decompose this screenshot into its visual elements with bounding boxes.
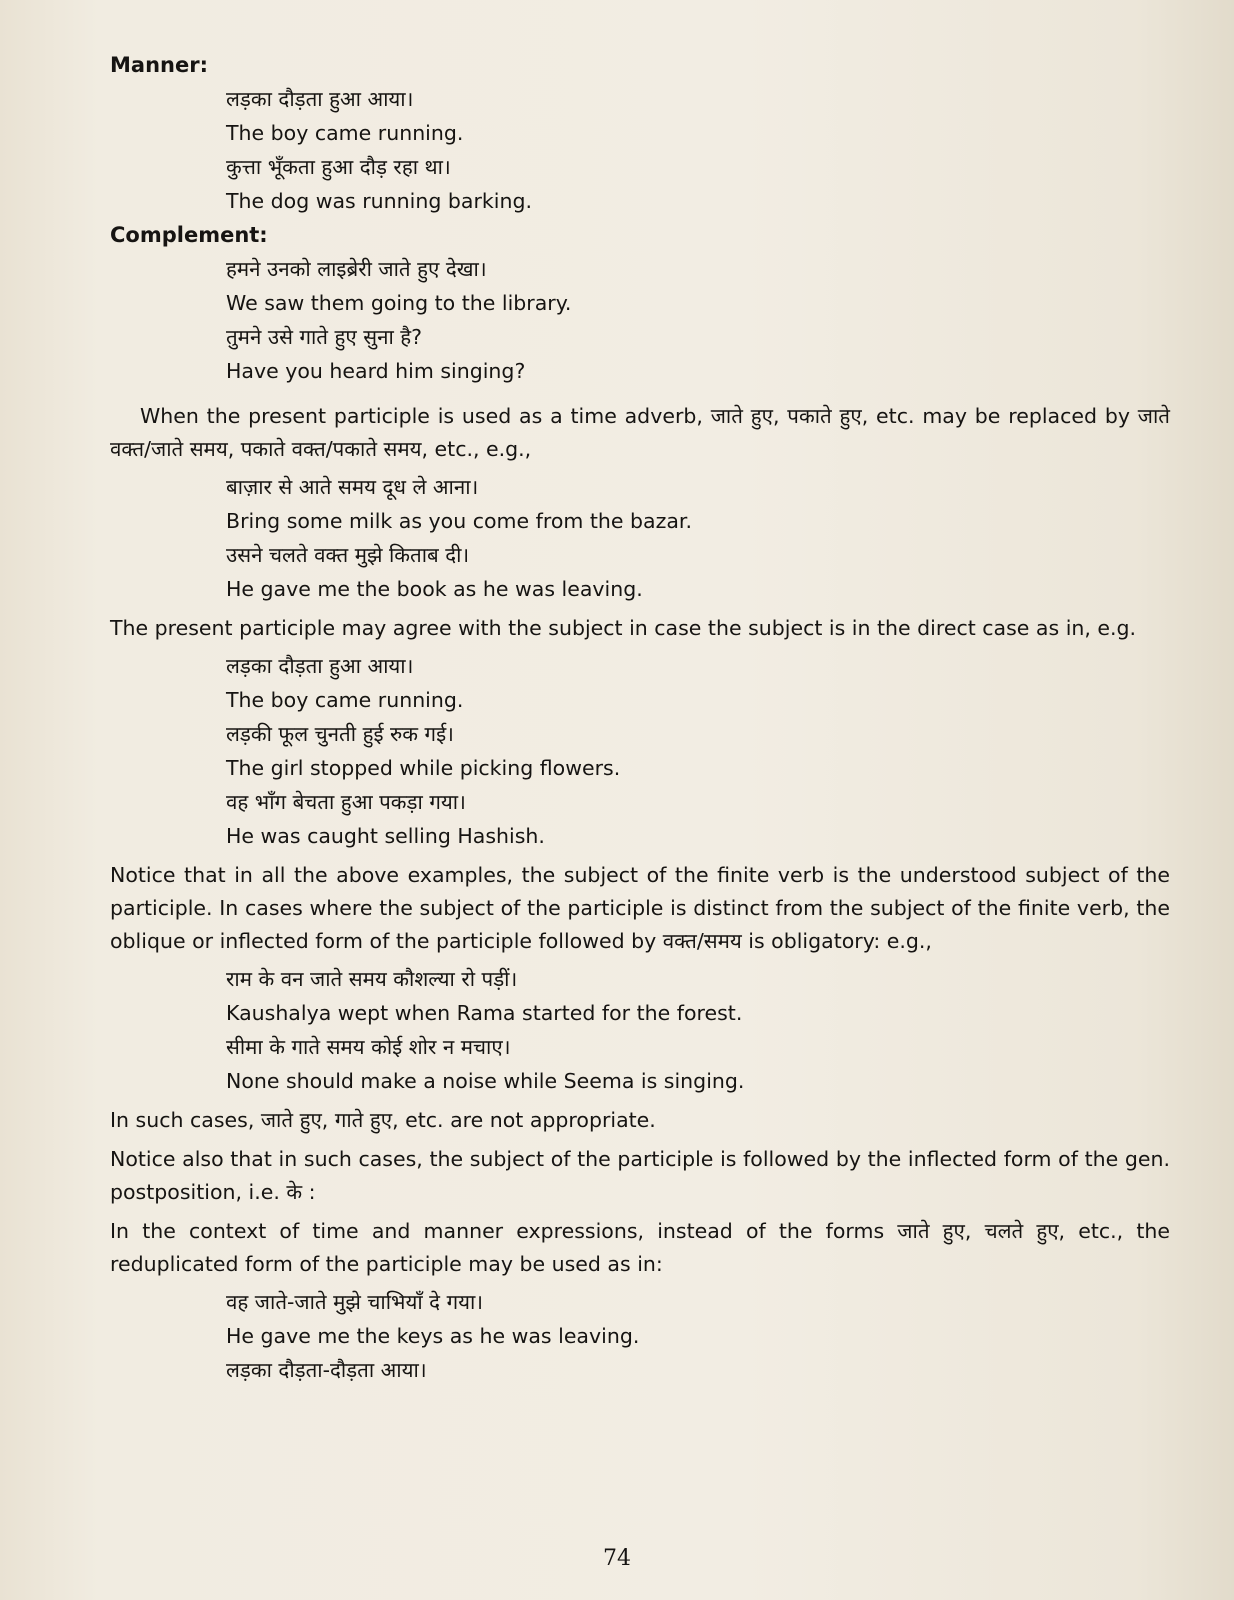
time-adverb-paragraph: When the present participle is used as a time adverb, जाते हुए, पकाते हुए, etc. may be replaced by जाते वक्त/जाते समय, पकाते वक्त/पकाते समय, etc., e.g., <box>110 404 1170 461</box>
complement-heading: Complement: <box>110 223 268 247</box>
example-english: Have you heard him singing? <box>226 359 526 383</box>
example-hindi: हमने उनको लाइब्रेरी जाते हुए देखा। <box>226 257 487 281</box>
example-hindi: सीमा के गाते समय कोई शोर न मचाए। <box>226 1035 511 1059</box>
example-hindi: वह जाते-जाते मुझे चाभियाँ दे गया। <box>226 1290 484 1314</box>
not-appropriate-note: In such cases, जाते हुए, गाते हुए, etc. are not appropriate. <box>110 1108 656 1132</box>
reduplicated-note: In the context of time and manner expressions, instead of the forms जाते हुए, चलते हुए, etc., the reduplicated form of the participle may be used as in: <box>110 1219 1170 1276</box>
example-hindi: लड़की फूल चुनती हुई रुक गई। <box>226 722 454 746</box>
example-hindi: लड़का दौड़ता हुआ आया। <box>226 654 414 678</box>
page-number: 74 <box>603 1546 631 1571</box>
example-english: The boy came running. <box>226 121 464 145</box>
example-english: Bring some milk as you come from the bazar. <box>226 509 692 533</box>
example-hindi: लड़का दौड़ता हुआ आया। <box>226 87 414 111</box>
page-content <box>110 48 1170 1387</box>
example-hindi: उसने चलते वक्त मुझे किताब दी। <box>226 543 470 567</box>
example-hindi: वह भाँग बेचता हुआ पकड़ा गया। <box>226 790 466 814</box>
genitive-note: Notice also that in such cases, the subject of the participle is followed by the inflected form of the gen. postposition, i.e. के : <box>110 1147 1170 1204</box>
example-english: Kaushalya wept when Rama started for the forest. <box>226 1001 743 1025</box>
manner-heading: Manner: <box>110 53 208 77</box>
example-hindi: कुत्ता भूँकता हुआ दौड़ रहा था। <box>226 155 451 179</box>
example-hindi: तुमने उसे गाते हुए सुना है? <box>226 325 423 349</box>
example-hindi: बाज़ार से आते समय दूध ले आना। <box>226 475 479 499</box>
example-english: We saw them going to the library. <box>226 291 572 315</box>
example-english: The dog was running barking. <box>226 189 532 213</box>
example-english: He gave me the keys as he was leaving. <box>226 1324 640 1348</box>
example-english: The girl stopped while picking flowers. <box>226 756 621 780</box>
example-english: The boy came running. <box>226 688 464 712</box>
example-english: None should make a noise while Seema is singing. <box>226 1069 745 1093</box>
example-hindi: लड़का दौड़ता-दौड़ता आया। <box>226 1358 427 1382</box>
example-english: He was caught selling Hashish. <box>226 824 545 848</box>
agreement-paragraph: The present participle may agree with the subject in case the subject is in the direct case as in, e.g. <box>110 616 1137 640</box>
oblique-paragraph: Notice that in all the above examples, the subject of the finite verb is the understood subject of the participle. In cases where the subject of the participle is distinct from the subject of the finite verb, the oblique or inflected form of the participle followed by वक्त/समय is obligatory: e.g., <box>110 863 1170 953</box>
example-hindi: राम के वन जाते समय कौशल्या रो पड़ीं। <box>226 967 518 991</box>
example-english: He gave me the book as he was leaving. <box>226 577 643 601</box>
